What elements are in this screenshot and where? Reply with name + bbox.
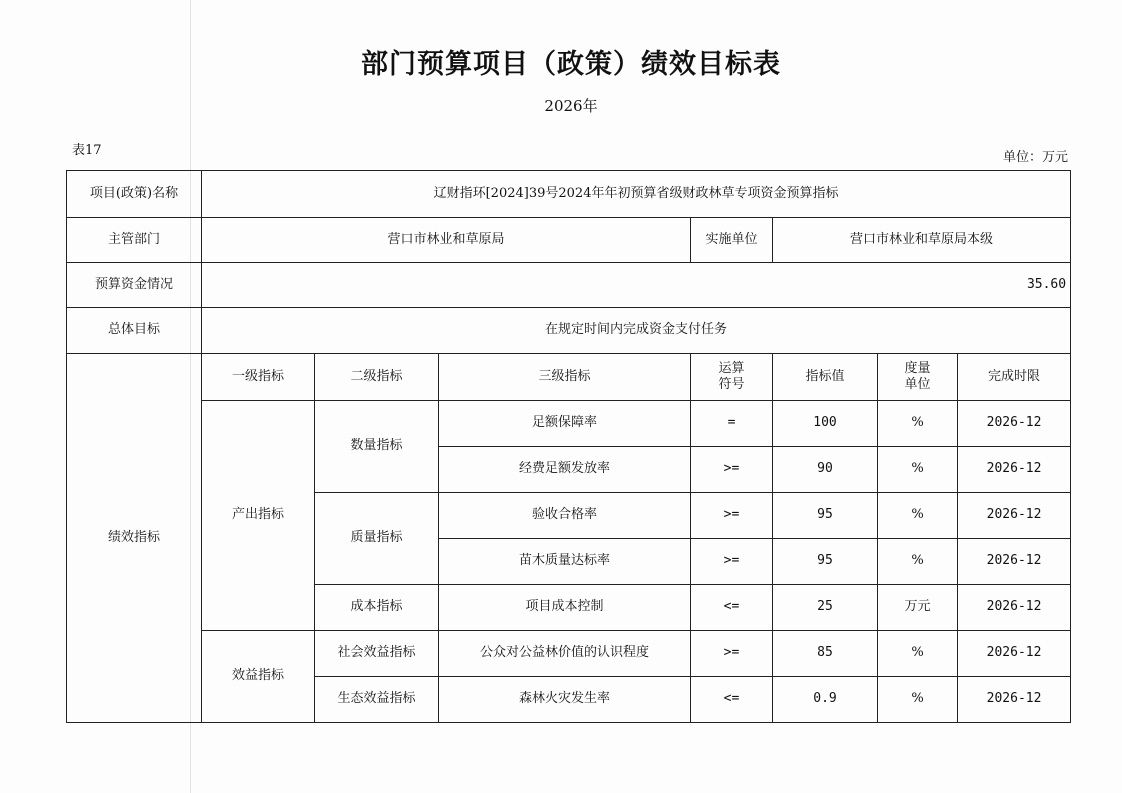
indicator-value: 90 xyxy=(773,447,878,493)
overall-goal-value: 在规定时间内完成资金支付任务 xyxy=(202,308,1071,354)
eco-benefit-indicator-label: 生态效益指标 xyxy=(315,677,439,723)
department-label: 主管部门 xyxy=(67,218,202,263)
indicator-deadline: 2026-12 xyxy=(958,493,1071,539)
indicator-deadline: 2026-12 xyxy=(958,447,1071,493)
implementing-unit-value: 营口市林业和草原局本级 xyxy=(773,218,1071,263)
document-title: 部门预算项目（政策）绩效目标表 xyxy=(361,49,781,80)
header-deadline: 完成时限 xyxy=(958,354,1071,401)
project-name-row xyxy=(67,171,1071,218)
implementing-unit-label: 实施单位 xyxy=(691,218,773,263)
overall-goal-row xyxy=(67,308,1071,354)
output-indicator-label: 产出指标 xyxy=(202,401,315,631)
quality-indicator-label: 质量指标 xyxy=(315,493,439,585)
indicator-unit: % xyxy=(878,631,958,677)
indicator-header-row xyxy=(67,354,1071,401)
indicator-deadline: 2026-12 xyxy=(958,631,1071,677)
indicator-unit: % xyxy=(878,539,958,585)
indicator-name: 苗木质量达标率 xyxy=(439,539,691,585)
indicator-deadline: 2026-12 xyxy=(958,539,1071,585)
indicator-operator: >= xyxy=(691,447,773,493)
indicator-operator: = xyxy=(691,401,773,447)
header-measure-unit: 度量 单位 xyxy=(878,354,958,401)
quantity-indicator-label: 数量指标 xyxy=(315,401,439,493)
cost-indicator-label: 成本指标 xyxy=(315,585,439,631)
indicator-operator: >= xyxy=(691,631,773,677)
overall-goal-label: 总体目标 xyxy=(67,308,202,354)
indicator-name: 森林火灾发生率 xyxy=(439,677,691,723)
document-year: 2026年 xyxy=(544,97,598,115)
header-level1: 一级指标 xyxy=(202,354,315,401)
indicator-deadline: 2026-12 xyxy=(958,401,1071,447)
indicator-name: 足额保障率 xyxy=(439,401,691,447)
indicator-value: 85 xyxy=(773,631,878,677)
performance-target-table xyxy=(66,170,1071,723)
department-row xyxy=(67,218,1071,263)
project-name-label: 项目(政策)名称 xyxy=(67,171,202,218)
indicator-unit: % xyxy=(878,447,958,493)
indicator-unit: % xyxy=(878,401,958,447)
header-operator: 运算 符号 xyxy=(691,354,773,401)
indicator-value: 95 xyxy=(773,493,878,539)
indicator-deadline: 2026-12 xyxy=(958,585,1071,631)
indicator-unit: % xyxy=(878,677,958,723)
benefit-indicator-label: 效益指标 xyxy=(202,631,315,723)
indicator-deadline: 2026-12 xyxy=(958,677,1071,723)
budget-label: 预算资金情况 xyxy=(67,263,202,308)
indicator-unit: 万元 xyxy=(878,585,958,631)
indicator-name: 项目成本控制 xyxy=(439,585,691,631)
indicator-value: 25 xyxy=(773,585,878,631)
table-number: 表17 xyxy=(72,143,102,158)
indicator-name: 验收合格率 xyxy=(439,493,691,539)
budget-row xyxy=(67,263,1071,308)
indicator-operator: <= xyxy=(691,677,773,723)
budget-value: 35.60 xyxy=(202,263,1071,308)
social-benefit-indicator-label: 社会效益指标 xyxy=(315,631,439,677)
indicator-row xyxy=(67,401,1071,447)
indicator-name: 经费足额发放率 xyxy=(439,447,691,493)
indicator-name: 公众对公益林价值的认识程度 xyxy=(439,631,691,677)
unit-label: 单位：万元 xyxy=(1002,150,1068,165)
indicator-value: 100 xyxy=(773,401,878,447)
indicator-operator: <= xyxy=(691,585,773,631)
department-value: 营口市林业和草原局 xyxy=(202,218,691,263)
indicator-unit: % xyxy=(878,493,958,539)
header-level2: 二级指标 xyxy=(315,354,439,401)
indicator-value: 0.9 xyxy=(773,677,878,723)
performance-indicator-label: 绩效指标 xyxy=(67,354,202,723)
project-name-value: 辽财指环[2024]39号2024年年初预算省级财政林草专项资金预算指标 xyxy=(202,171,1071,218)
indicator-row xyxy=(67,631,1071,677)
indicator-operator: >= xyxy=(691,493,773,539)
indicator-value: 95 xyxy=(773,539,878,585)
indicator-operator: >= xyxy=(691,539,773,585)
header-level3: 三级指标 xyxy=(439,354,691,401)
header-target-value: 指标值 xyxy=(773,354,878,401)
